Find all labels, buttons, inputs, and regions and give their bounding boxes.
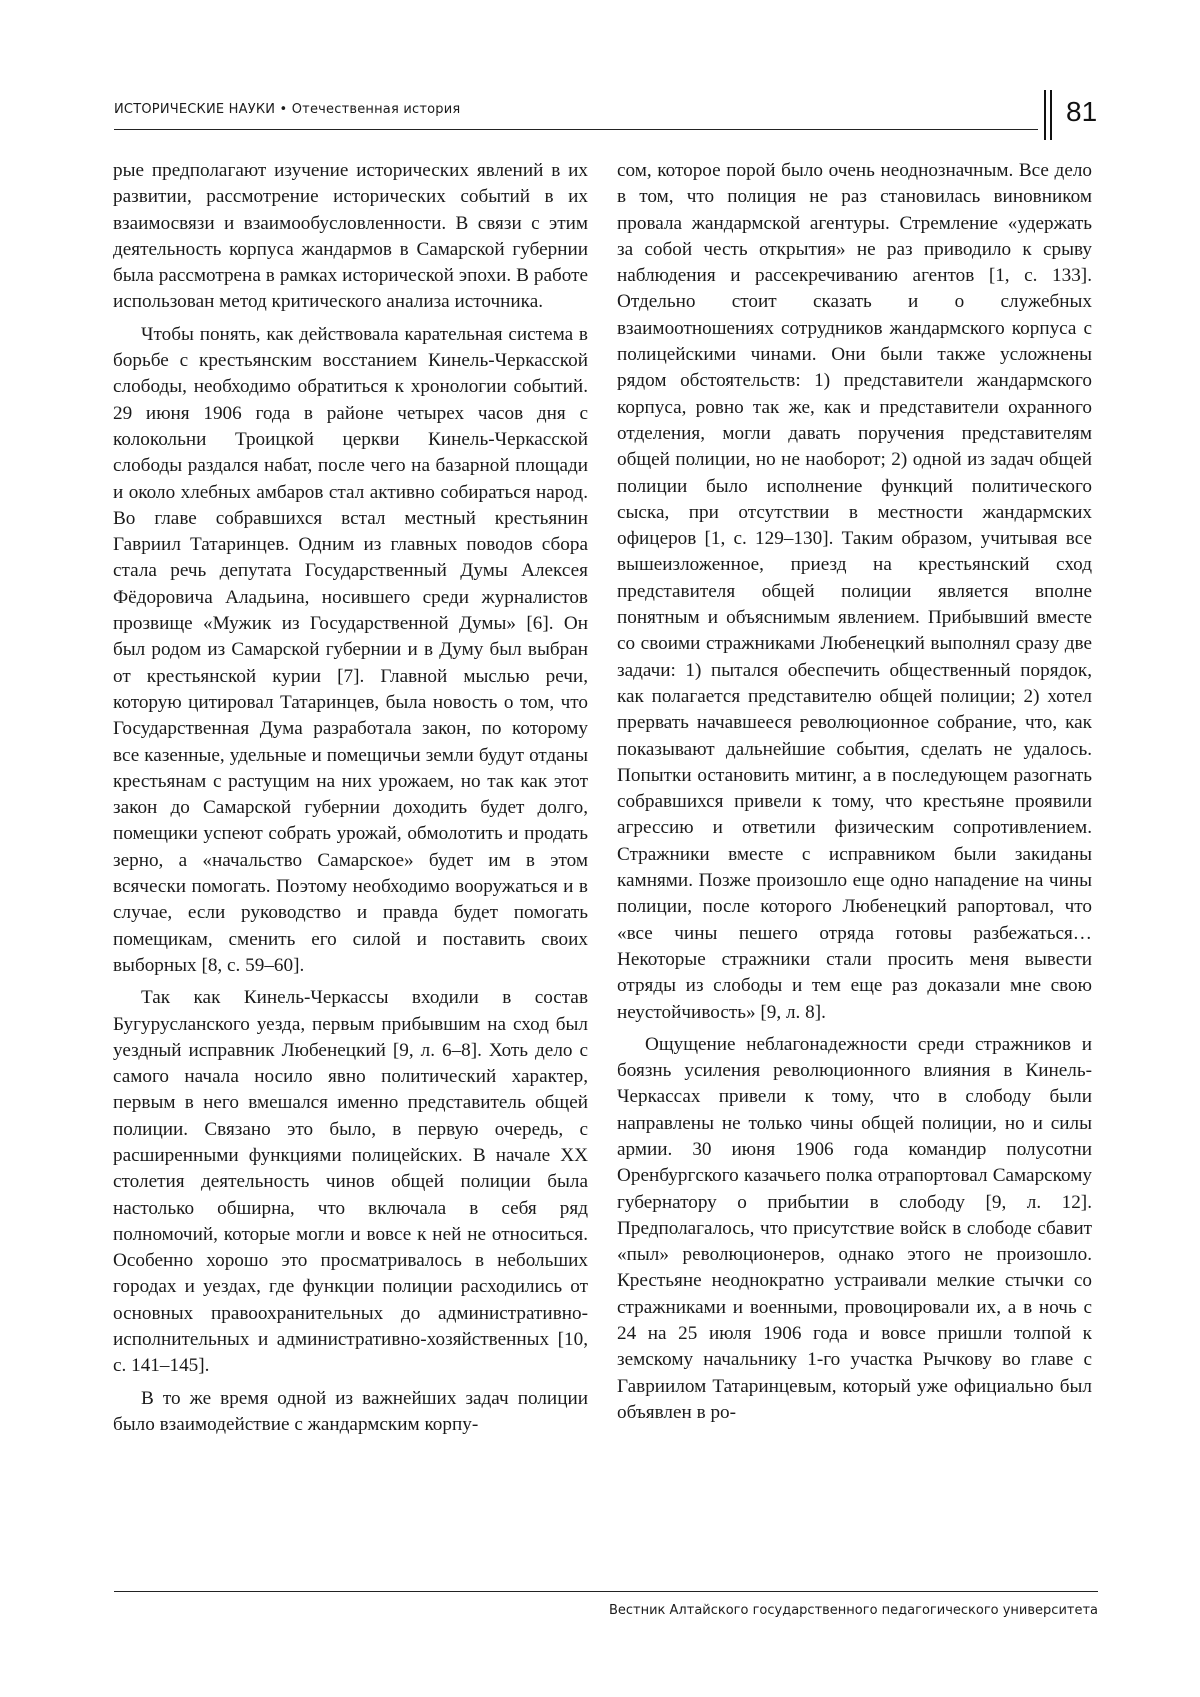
journal-footer: Вестник Алтайского государственного педагогического университета xyxy=(608,1603,1098,1618)
subsection-title: Отечественная история xyxy=(291,102,461,117)
paragraph: Так как Кинель-Черкассы входили в состав Бугурусланского уезда, первым прибывшим на сход был уездный исправник Любенецкий [9, л. 6–8]. Хоть дело с самого начала носило явно политический характер, первым в него вмешался именно представитель общей полиции. Связано это было, в первую очередь, с расширенными функциями полицейских. В начале XX столетия деятельность чинов общей полиции была настолько обширна, что включала в себя ряд полномочий, которые могли и вовсе к ней не относиться. Особенно хорошо это просматривалось в небольших городах и уездах, где функции полиции расходились от основных правоохранительных до административно-исполнительных и административно-хозяйственных [10, с. 141–145]. xyxy=(113,987,588,1377)
text-column-right xyxy=(617,158,1092,1426)
paragraph: Ощущение неблагонадежности среди стражников и боязнь усиления революционного влияния в Кинель-Черкассах привели к тому, что в слободу были направлены не только чины общей полиции, но и силы армии. 30 июня 1906 года командир полусотни Оренбургского казачьего полка отрапортовал Самарскому губернатору о прибытии в слободу [9, л. 12]. Предполагалось, что присутствие войск в слободе сбавит «пыл» революционеров, однако этого не произошло. Крестьяне неоднократно устраивали мелкие стычки со стражниками и военными, провоцировали их, а в ночь с 24 на 25 июля 1906 года и вовсе пришли толпой к земскому начальнику 1-го участка Рычкову во главе с Гавриилом Татаринцевым, который уже официально был объявлен в ро- xyxy=(617,1033,1092,1423)
paragraph: рые предполагают изучение исторических явлений в их развитии, рассмотрение исторических событий в их взаимосвязи и взаимообусловленности. В связи с этим деятельность корпуса жандармов в Самарской губернии была рассмотрена в рамках исторической эпохи. В работе использован метод критического анализа источника. xyxy=(113,160,588,313)
paragraph: В то же время одной из важнейших задач полиции было взаимодействие с жандармским корпу- xyxy=(113,1387,588,1435)
paragraph: сом, которое порой было очень неоднозначным. Все дело в том, что полиция не раз становилась виновником провала жандармской агентуры. Стремление «удержать за собой честь открытия» не раз приводило к срыву наблюдения и рассекречиванию агентов [1, с. 133]. Отдельно стоит сказать и о служебных взаимоотношениях сотрудников жандармского корпуса с полицейскими чинами. Они были также усложнены рядом обстоятельств: 1) представители жандармского корпуса, ровно так же, как и представители охранного отделения, могли давать поручения представителям общей полиции, но не наоборот; 2) одной из задач общей полиции было исполнение функций политического сыска, при отсутствии в местности жандармских офицеров [1, с. 129–130]. Таким образом, учитывая все вышеизложенное, приезд на крестьянский сход представителя общей полиции является вполне понятным и объяснимым явлением. Прибывший вместе со своими стражниками Любенецкий выполнял сразу две задачи: 1) пытался обеспечить общественный порядок, как полагается представителю общей полиции; 2) хотел прервать начавшееся революционное собрание, что, как показывают дальнейшие события, сделать не удалось. Попытки остановить митинг, а в последующем разогнать собравшихся привели к тому, что крестьяне проявили агрессию и ответили физическим сопротивлением. Стражники вместе с исправником были закиданы камнями. Позже произошло еще одно нападение на чины полиции, после которого Любенецкий рапортовал, что «все чины пешего отряда готовы разбежаться… Некоторые стражники стали просить меня вывести отряды из слободы и тем еще раз доказали мне свою неустойчивость» [9, л. 8]. xyxy=(617,160,1092,1023)
text-column-left xyxy=(113,158,588,1438)
page-number-bars xyxy=(1044,90,1054,140)
running-head xyxy=(114,102,460,117)
paragraph: Чтобы понять, как действовала карательная система в борьбе с крестьянским восстанием Кинель-Черкасской слободы, необходимо обратиться к хронологии событий. 29 июня 1906 года в районе четырех часов дня с колокольни Троицкой церкви Кинель-Черкасской слободы раздался набат, после чего на базарной площади и около хлебных амбаров стал активно собираться народ. Во главе собравшихся встал местный крестьянин Гавриил Татаринцев. Одним из главных поводов сбора стала речь депутата Государственный Думы Алексея Фёдоровича Аладьина, носившего среди журналистов прозвище «Мужик из Государственной Думы» [6]. Он был родом из Самарской губернии и в Думу был выбран от крестьянской курии [7]. Главной мыслью речи, которую цитировал Татаринцев, была новость о том, что Государственная Дума разработала закон, по которому все казенные, удельные и помещичьи земли будут отданы крестьянам с растущим на них урожаем, но так как этот закон до Самарской губернии доходить будет долго, помещики успеют собрать урожай, обмолотить и продать зерно, а «начальство Самарское» будет им в этом всячески помогать. Поэтому необходимо вооружаться и в случае, если руководство и правда будет помогать помещикам, сменить его силой и поставить своих выборных [8, с. 59–60]. xyxy=(113,323,588,976)
section-separator: • xyxy=(279,102,288,117)
footer-rule xyxy=(114,1591,1098,1592)
page-number: 81 xyxy=(1066,96,1098,127)
section-title: ИСТОРИЧЕСКИЕ НАУКИ xyxy=(114,102,276,117)
header-rule xyxy=(114,129,1038,130)
